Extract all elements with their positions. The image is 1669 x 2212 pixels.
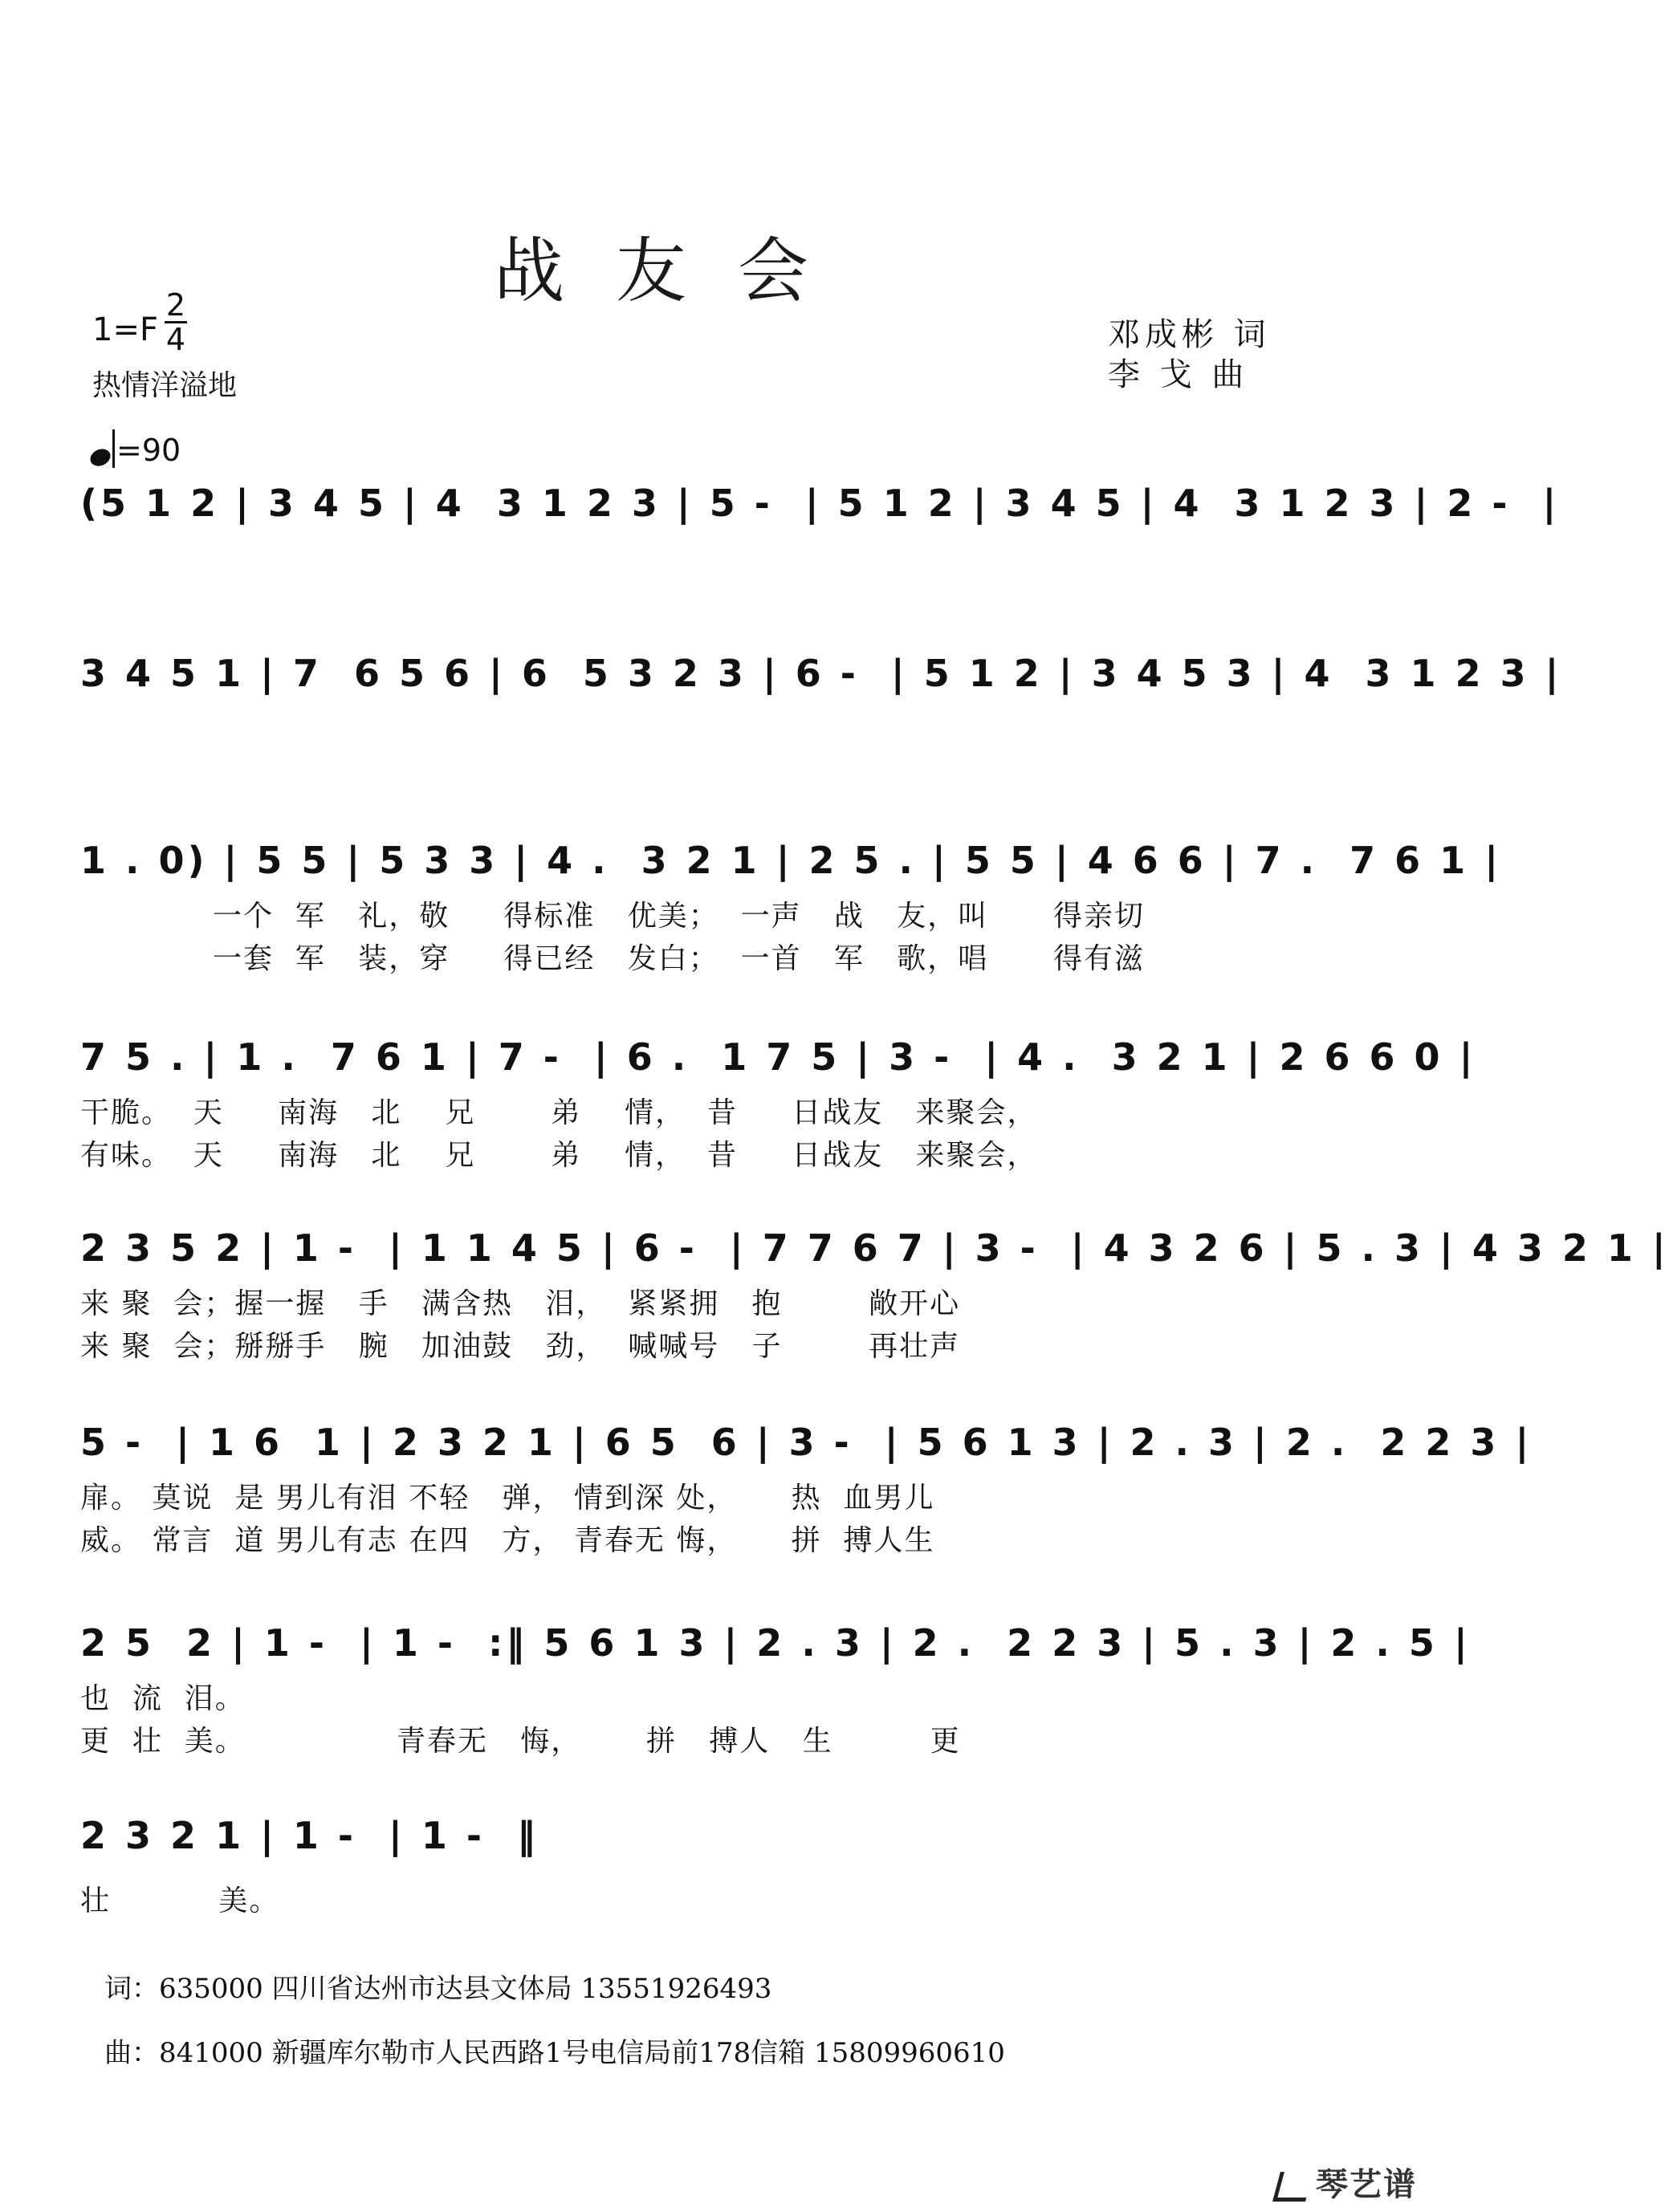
credits (1108, 315, 1271, 395)
score-system-4 (80, 1035, 1476, 1173)
composer-credit: 李 戈 曲 (1108, 356, 1249, 393)
score-system-3 (80, 839, 1501, 977)
lyricist-credit: 邓成彬 词 (1108, 316, 1271, 353)
lyrics-verse-1: 一个 军 礼，敬 得标准 优美； 一声 战 友，叫 得亲切 (213, 900, 1145, 933)
notation-line: 7 5 . | 1 . 7 6 1 | 7 - | 6 . 1 7 5 | 3 - | 4 . 3 2 1 | 2 6 6 0 | (80, 1035, 1476, 1079)
lyrics-verse-1: 干脆。 天 南海 北 兄 弟 情， 昔 日战友 来聚会， (80, 1096, 1038, 1129)
lyrics-verse-2: 一套 军 装，穿 得已经 发白； 一首 军 歌，唱 得有滋 (213, 942, 1145, 975)
lyrics-verse-2: 壮 美。 (80, 1885, 280, 1917)
notation-line: 2 3 2 1 | 1 - | 1 - ‖ (80, 1814, 539, 1857)
lyrics-verse-1: 来 聚 会；握一握 手 满含热 泪， 紧紧拥 抱 敞开心 (80, 1287, 961, 1320)
notation-line: 2 5 2 | 1 - | 1 - :‖ 5 6 1 3 | 2 . 3 | 2 . 2 2 3 | 5 . 3 | 2 . 5 | (80, 1621, 1471, 1665)
notation-line: 2 3 5 2 | 1 - | 1 1 4 5 | 6 - | 7 7 6 7 | 3 - | 4 3 2 6 | 5 . 3 | 4 3 2 1 | (80, 1226, 1669, 1270)
lyricist-address: 词：635000 四川省达州市达县文体局 13551926493 (104, 1973, 772, 2005)
time-denominator: 4 (165, 322, 186, 357)
score-system-1 (80, 482, 1560, 525)
logo-mark-icon (1272, 2172, 1313, 2202)
tempo-value: =90 (116, 433, 181, 468)
tempo-marking (90, 429, 181, 468)
score-system-2 (80, 652, 1562, 695)
page-title: 战 友 会 (494, 230, 823, 312)
notation-line: (5 1 2 | 3 4 5 | 4 3 1 2 3 | 5 - | 5 1 2 | 3 4 5 | 4 3 1 2 3 | 2 - | (80, 482, 1560, 525)
notation-line: 3 4 5 1 | 7 6 5 6 | 6 5 3 2 3 | 6 - | 5 1 2 | 3 4 5 3 | 4 3 1 2 3 | (80, 652, 1562, 695)
logo-text: 琴艺谱 (1316, 2166, 1417, 2203)
composer-address: 曲：841000 新疆库尔勒市人民西路1号电信局前178信箱 15809960610 (104, 2037, 1005, 2069)
time-signature (165, 289, 187, 356)
lyrics-verse-2: 有味。 天 南海 北 兄 弟 情， 昔 日战友 来聚会， (80, 1139, 1038, 1172)
expression-marking: 热情洋溢地 (92, 369, 238, 402)
score-system-8 (80, 1814, 1317, 1919)
lyrics-verse-1: 扉。 莫说 是 男儿有泪 不轻 弹， 情到深 处， 热 血男儿 (80, 1482, 935, 1515)
lyrics-verse-2: 更 壮 美。 青春无 悔， 拼 搏人 生 更 (80, 1725, 961, 1758)
key-signature: 1=F (92, 311, 158, 348)
time-numerator: 2 (165, 287, 186, 323)
score-system-5 (80, 1226, 1669, 1364)
lyrics-verse-1: 也 流 泪。 (80, 1682, 246, 1715)
lyrics-verse-2: 威。 常言 道 男儿有志 在四 方， 青春无 悔， 拼 搏人生 (80, 1524, 935, 1557)
notation-line: 1 . 0) | 5 5 | 5 3 3 | 4 . 3 2 1 | 2 5 . | 5 5 | 4 6 6 | 7 . 7 6 1 | (80, 839, 1501, 882)
lyrics-verse-2: 来 聚 会；掰掰手 腕 加油鼓 劲， 喊喊号 子 再壮声 (80, 1330, 961, 1363)
quarter-note-icon (88, 445, 113, 469)
site-logo (1276, 2159, 1417, 2205)
notation-line: 5 - | 1 6 1 | 2 3 2 1 | 6 5 6 | 3 - | 5 6 1 3 | 2 . 3 | 2 . 2 2 3 | (80, 1421, 1533, 1464)
score-system-7 (80, 1621, 1471, 1759)
score-system-6 (80, 1421, 1533, 1559)
